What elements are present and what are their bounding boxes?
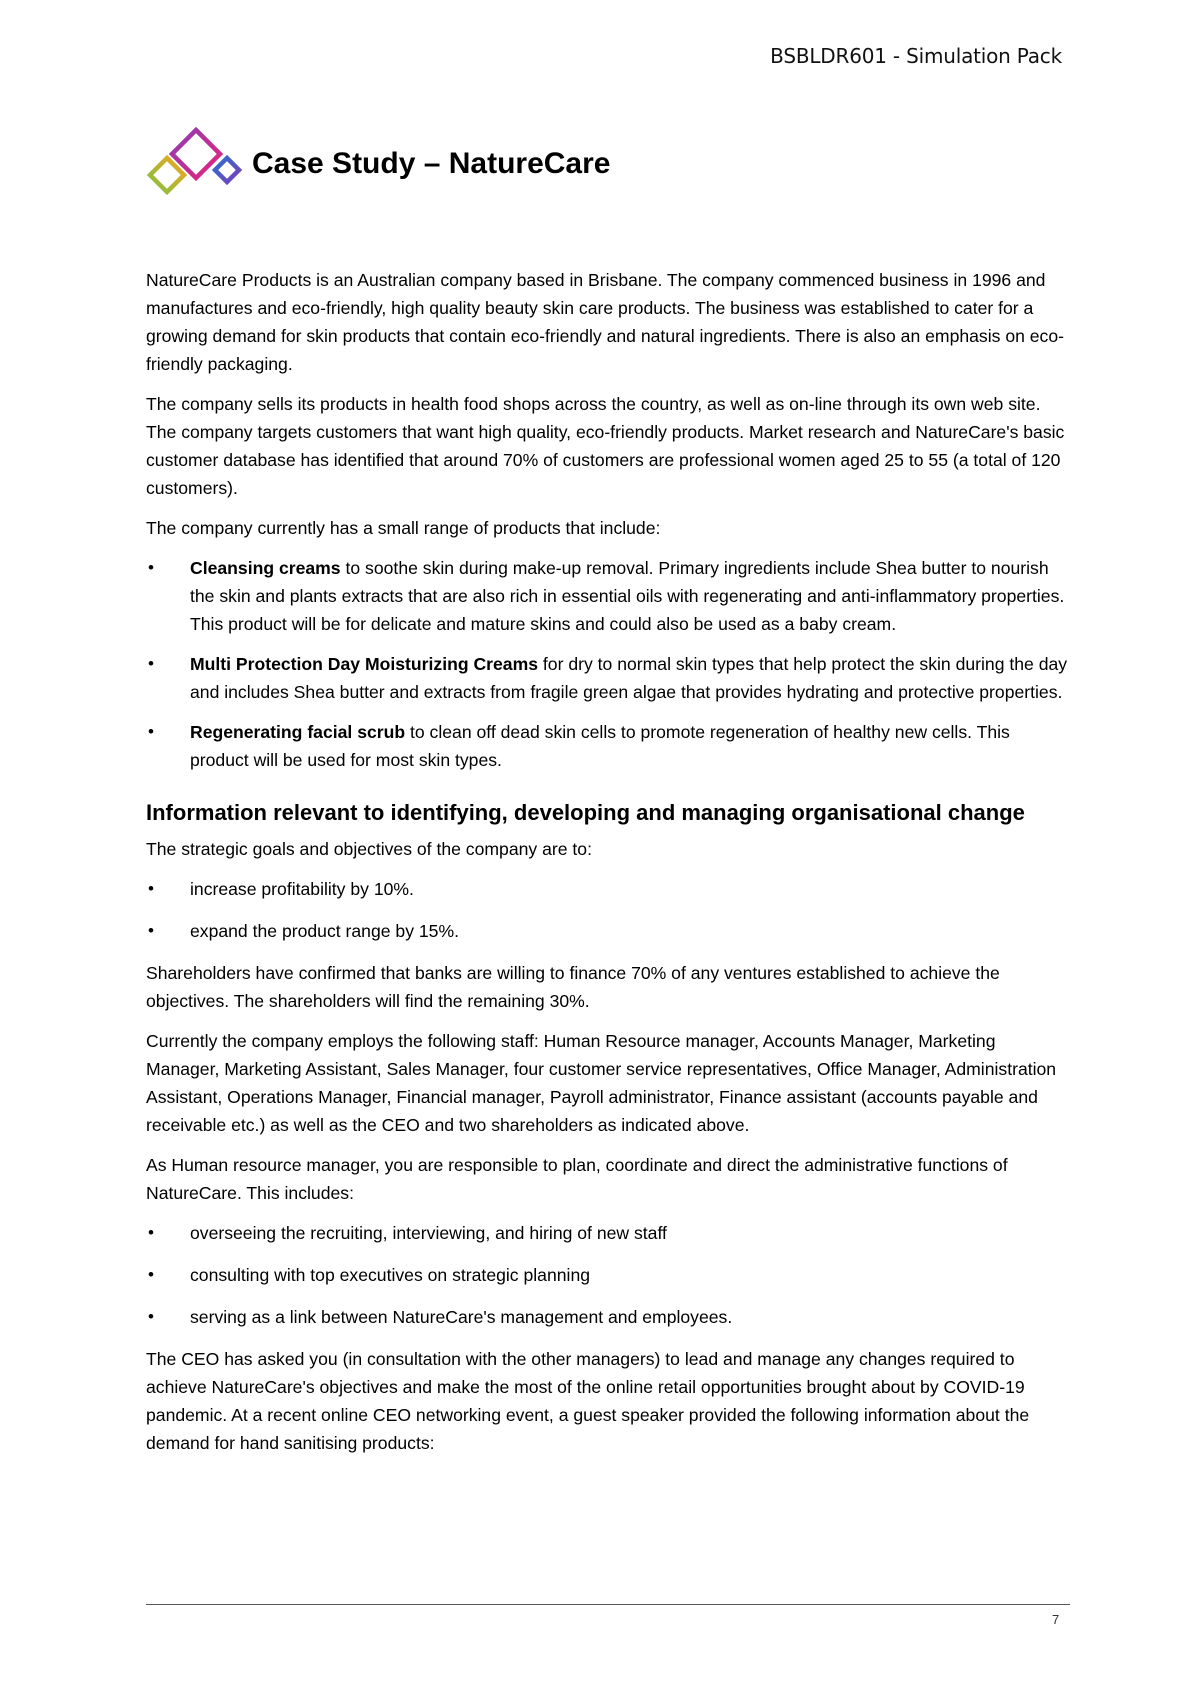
- intro-paragraph: The company sells its products in health food shops across the country, as well as on-line through its own web site. The company targets customers that want high quality, eco-friendly products. Market research and NatureCare's basic customer database has identified that around 70% of customers are professional women aged 25 to 55 (a total of 120 customers).: [146, 394, 1065, 498]
- product-description: to clean off dead skin cells to promote regeneration of healthy new cells. This product will be used for most skin types.: [190, 722, 1010, 770]
- product-name: Multi Protection Day Moisturizing Creams: [190, 654, 539, 674]
- intro-paragraph: The company currently has a small range of products that include:: [146, 518, 661, 538]
- page-number: 7: [1052, 1612, 1060, 1627]
- title-row: [146, 126, 610, 202]
- running-header: BSBLDR601 - Simulation Pack: [770, 44, 1062, 68]
- list-item: [146, 718, 1071, 774]
- finance-paragraph: Shareholders have confirmed that banks are willing to finance 70% of any ventures established to achieve the objectives. The shareholders will find the remaining 30%.: [146, 963, 1000, 1011]
- goals-list: [146, 875, 1071, 945]
- responsibilities-list: [146, 1219, 1071, 1331]
- list-item: • increase profitability by 10%.: [146, 875, 1071, 903]
- section-heading: Information relevant to identifying, developing and managing organisational change: [146, 800, 1025, 825]
- diamond-logo-icon: [146, 126, 244, 202]
- product-name: Regenerating facial scrub: [190, 722, 406, 742]
- staff-paragraph: Currently the company employs the following staff: Human Resource manager, Accounts Manager, Marketing Manager, Marketing Assistant, Sales Manager, four customer service representatives, Office Manager, Administration Assistant, Operations Manager, Financial manager, Payroll administrator, Finance assistant (accounts payable and receivable etc.) as well as the CEO and two shareholders as indicated above.: [146, 1031, 1057, 1135]
- product-description: to soothe skin during make-up removal. Primary ingredients include Shea butter to nourish the skin and plants extracts that are also rich in essential oils with regenerating and anti-inflammatory properties. This product will be for delicate and mature skins and could also be used as a baby cream.: [190, 558, 1065, 634]
- product-name: Cleansing creams: [190, 558, 341, 578]
- role-paragraph: As Human resource manager, you are responsible to plan, coordinate and direct the administrative functions of NatureCare. This includes:: [146, 1155, 1008, 1203]
- footer-divider: [146, 1604, 1070, 1605]
- list-item: • overseeing the recruiting, interviewing, and hiring of new staff: [146, 1219, 1071, 1247]
- document-body: [146, 266, 1071, 1469]
- page-title: Case Study – NatureCare: [252, 147, 611, 180]
- product-list: [146, 554, 1071, 774]
- goals-intro: The strategic goals and objectives of the company are to:: [146, 839, 592, 859]
- ceo-request-paragraph: The CEO has asked you (in consultation with the other managers) to lead and manage any changes required to achieve NatureCare's objectives and make the most of the online retail opportunities brought about by COVID-19 pandemic. At a recent online CEO networking event, a guest speaker provided the following information about the demand for hand sanitising products:: [146, 1349, 1030, 1453]
- intro-paragraph: NatureCare Products is an Australian company based in Brisbane. The company commenced business in 1996 and manufactures and eco-friendly, high quality beauty skin care products. The business was established to cater for a growing demand for skin products that contain eco-friendly and natural ingredients. There is also an emphasis on eco-friendly packaging.: [146, 270, 1065, 374]
- list-item: • consulting with top executives on strategic planning: [146, 1261, 1071, 1289]
- list-item: [146, 554, 1071, 638]
- product-description: for dry to normal skin types that help protect the skin during the day and includes Shea butter and extracts from fragile green algae that provides hydrating and protective properties.: [190, 654, 1068, 702]
- logo-diamond-right: [215, 158, 239, 182]
- list-item: [146, 650, 1071, 706]
- list-item: • expand the product range by 15%.: [146, 917, 1071, 945]
- list-item: • serving as a link between NatureCare's management and employees.: [146, 1303, 1071, 1331]
